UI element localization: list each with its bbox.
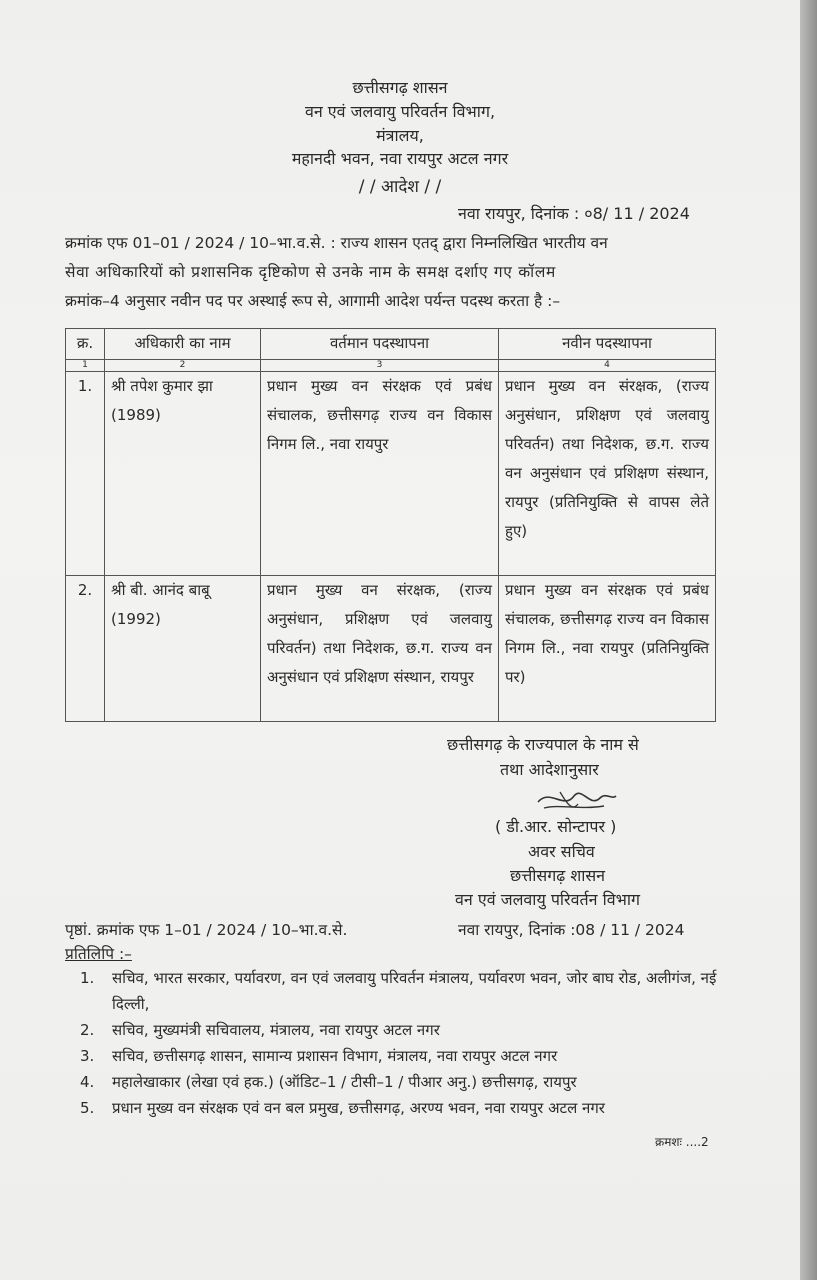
signatory-name: ( डी.आर. सोन्टापर ) bbox=[495, 817, 617, 836]
signature-order-line: तथा आदेशानुसार bbox=[500, 760, 599, 779]
row-current-posting: प्रधान मुख्य वन संरक्षक, (राज्य अनुसंधान, प्रशिक्षण एवं जलवायु परिवर्तन) तथा निदेशक, छ.ग. राज्य वन अनुसंधान एवं प्रशिक्षण संस्थान, रायपुर bbox=[261, 576, 499, 722]
table-row bbox=[66, 372, 716, 576]
copy-number: 4. bbox=[80, 1073, 95, 1091]
posting-table bbox=[65, 328, 716, 722]
officer-batch: (1992) bbox=[111, 610, 161, 628]
list-item bbox=[80, 1043, 720, 1069]
copy-number: 3. bbox=[80, 1047, 95, 1065]
signatory-department: वन एवं जलवायु परिवर्तन विभाग bbox=[455, 890, 641, 909]
column-number: 4 bbox=[499, 360, 716, 372]
copy-recipient: सचिव, भारत सरकार, पर्यावरण, वन एवं जलवायु परिवर्तन मंत्रालय, पर्यावरण भवन, जोर बाघ रोड, अलीगंज, नई दिल्ली, bbox=[112, 969, 717, 1013]
list-item bbox=[80, 965, 720, 1017]
copy-recipient: सचिव, मुख्यमंत्री सचिवालय, मंत्रालय, नवा रायपुर अटल नगर bbox=[112, 1021, 440, 1039]
officer-batch: (1989) bbox=[111, 406, 161, 424]
row-new-posting: प्रधान मुख्य वन संरक्षक, (राज्य अनुसंधान, प्रशिक्षण एवं जलवायु परिवर्तन) तथा निदेशक, छ.ग. राज्य वन अनुसंधान एवं प्रशिक्षण संस्थान, रायपुर (प्रतिनियुक्ति से वापस लेते हुए) bbox=[499, 372, 716, 576]
endorsement-place-date: नवा रायपुर, दिनांक :08 / 11 / 2024 bbox=[458, 921, 685, 939]
officer-name: श्री तपेश कुमार झा bbox=[111, 377, 213, 395]
column-number: 3 bbox=[261, 360, 499, 372]
column-number-row bbox=[66, 360, 716, 372]
copy-number: 2. bbox=[80, 1021, 95, 1039]
copy-label: प्रतिलिपि :– bbox=[65, 945, 132, 963]
order-title: / / आदेश / / bbox=[358, 177, 442, 197]
signatory-designation: अवर सचिव bbox=[528, 842, 595, 861]
continued-marker: क्रमशः ....2 bbox=[655, 1135, 709, 1149]
row-officer bbox=[105, 372, 261, 576]
copy-recipient: सचिव, छत्तीसगढ़ शासन, सामान्य प्रशासन विभाग, मंत्रालय, नवा रायपुर अटल नगर bbox=[112, 1047, 558, 1065]
row-officer bbox=[105, 576, 261, 722]
column-number: 2 bbox=[105, 360, 261, 372]
copy-recipient: प्रधान मुख्य वन संरक्षक एवं वन बल प्रमुख, छत्तीसगढ़, अरण्य भवन, नवा रायपुर अटल नगर bbox=[112, 1099, 605, 1117]
row-current-posting: प्रधान मुख्य वन संरक्षक एवं प्रबंध संचालक, छत्तीसगढ़ राज्य वन विकास निगम लि., नवा रायपुर bbox=[261, 372, 499, 576]
header-address: महानदी भवन, नवा रायपुर अटल नगर bbox=[291, 149, 509, 168]
header-officer-name: अधिकारी का नाम bbox=[105, 329, 261, 360]
intro-line-1: क्रमांक एफ 01–01 / 2024 / 10–भा.व.से. : राज्य शासन एतद् द्वारा निम्नलिखित भारतीय वन bbox=[65, 234, 608, 252]
signature-authority-line: छत्तीसगढ़ के राज्यपाल के नाम से bbox=[447, 735, 639, 754]
column-number: 1 bbox=[66, 360, 105, 372]
header-government: छत्तीसगढ़ शासन bbox=[352, 78, 448, 97]
header-department: वन एवं जलवायु परिवर्तन विभाग, bbox=[304, 102, 496, 121]
copy-number: 1. bbox=[80, 969, 95, 987]
header-serial: क्र. bbox=[66, 329, 105, 360]
header-new-posting: नवीन पदस्थापना bbox=[499, 329, 716, 360]
table-row bbox=[66, 576, 716, 722]
list-item bbox=[80, 1069, 720, 1095]
officer-name: श्री बी. आनंद बाबू bbox=[111, 581, 210, 599]
copy-number: 5. bbox=[80, 1099, 95, 1117]
header-current-posting: वर्तमान पदस्थापना bbox=[261, 329, 499, 360]
intro-line-2: सेवा अधिकारियों को प्रशासनिक दृष्टिकोण से उनके नाम के समक्ष दर्शाए गए कॉलम bbox=[65, 263, 556, 281]
copy-recipient: महालेखाकार (लेखा एवं हक.) (ऑडिट–1 / टीसी–1 / पीआर अनु.) छत्तीसगढ़, रायपुर bbox=[112, 1073, 577, 1091]
row-serial: 2. bbox=[66, 576, 105, 722]
intro-line-3: क्रमांक–4 अनुसार नवीन पद पर अस्थाई रूप से, आगामी आदेश पर्यन्त पदस्थ करता है :– bbox=[65, 292, 561, 310]
header-ministry: मंत्रालय, bbox=[376, 126, 424, 145]
row-new-posting: प्रधान मुख्य वन संरक्षक एवं प्रबंध संचालक, छत्तीसगढ़ राज्य वन विकास निगम लि., नवा रायपुर (प्रतिनियुक्ति पर) bbox=[499, 576, 716, 722]
endorsement-reference: पृष्ठां. क्रमांक एफ 1–01 / 2024 / 10–भा.व.से. bbox=[65, 921, 348, 939]
list-item bbox=[80, 1017, 720, 1043]
signatory-government: छत्तीसगढ़ शासन bbox=[510, 866, 606, 885]
row-serial: 1. bbox=[66, 372, 105, 576]
copy-list bbox=[80, 965, 720, 1121]
list-item bbox=[80, 1095, 720, 1121]
order-place-date: नवा रायपुर, दिनांक : ०8/ 11 / 2024 bbox=[458, 204, 690, 223]
table-header-row bbox=[66, 329, 716, 360]
page-edge-shadow bbox=[800, 0, 817, 1280]
signature-mark bbox=[530, 780, 620, 820]
